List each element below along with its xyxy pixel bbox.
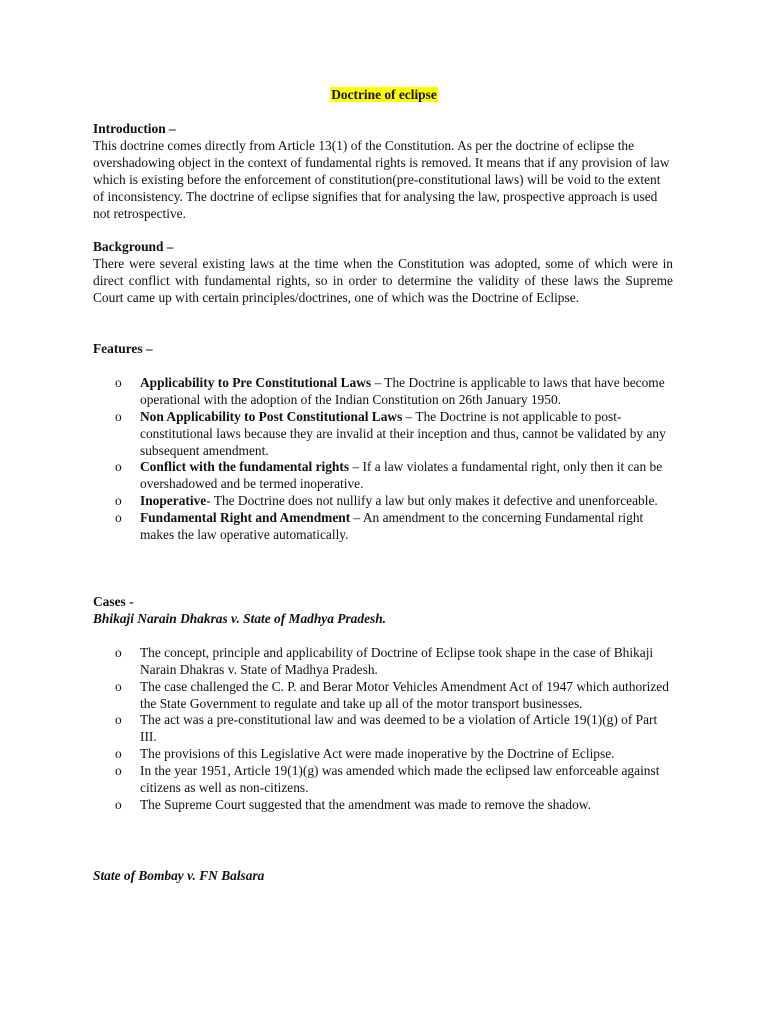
introduction-text: This doctrine comes directly from Article 13(1) of the Constitution. As per the doctrine of eclipse the overshadowing object in the context of fundamental rights is removed. It means that if any provision of law which is existing before the enforcement of constitution(pre-constitutional laws) will be void to the extent of inconsistency. The doctrine of eclipse signifies that for analysing the law, prospective approach is used not retrospective. [93,137,670,221]
feature-text: – The Doctrine is applicable to laws that have become operational with the adoption of the Indian Constitution on 26th January 1950. [140,374,665,407]
page-title: Doctrine of eclipse [331,87,437,102]
bullet-marker: o [115,510,122,526]
list-item [93,510,673,544]
list-item [93,459,673,493]
bullet-marker: o [115,763,122,779]
feature-title: Inoperative [140,493,207,509]
bullet-marker: o [115,459,122,475]
case-title: Bhikaji Narain Dhakras v. State of Madhya Pradesh. [93,610,387,626]
feature-title: Applicability to Pre Constitutional Laws [140,374,372,390]
feature-text: – If a law violates a fundamental right, only then it can be overshadowed and be termed inoperative. [140,459,663,492]
background-heading: Background – [93,239,174,254]
case-title: State of Bombay v. FN Balsara [93,868,265,883]
feature-text: – An amendment to the concerning Fundamental right makes the law operative automatically. [140,510,644,543]
feature-text: - The Doctrine does not nullify a law but only makes it defective and unenforceable. [206,493,658,509]
case-point: The concept, principle and applicability of Doctrine of Eclipse took shape in the case of Bhikaji Narain Dhakras v. State of Madhya Pradesh. [140,644,654,677]
case-point: The act was a pre-constitutional law and was deemed to be a violation of Article 19(1)(g) of Part III. [140,712,658,745]
features-heading: Features – [93,341,153,356]
feature-title: Fundamental Right and Amendment [140,510,351,526]
title-row [0,87,768,103]
case-point: The case challenged the C. P. and Berar Motor Vehicles Amendment Act of 1947 which authorized the State Government to regulate and take up all of the motor transport businesses. [140,678,669,711]
cases-heading: Cases - [93,594,134,609]
bullet-marker: o [115,678,122,694]
bullet-marker: o [115,374,122,390]
bullet-marker: o [115,796,122,812]
case-point: The provisions of this Legislative Act were made inoperative by the Doctrine of Eclipse. [140,746,615,762]
list-item [93,409,673,460]
list-item [93,763,673,797]
bullet-marker: o [115,746,122,762]
bullet-marker: o [115,493,122,509]
list-item [93,493,673,510]
bullet-marker: o [115,408,122,424]
second-case-section [93,868,673,885]
list-item [93,645,673,679]
feature-text: – The Doctrine is not applicable to post-constitutional laws because they are invalid at their inception and thus, cannot be validated by any subsequent amendment. [140,408,666,458]
list-item [93,375,673,409]
cases-section [93,594,673,814]
case-point: The Supreme Court suggested that the amendment was made to remove the shadow. [140,796,591,812]
case-point: In the year 1951, Article 19(1)(g) was amended which made the eclipsed law enforceable against citizens as well as non-citizens. [140,763,660,796]
background-text: There were several existing laws at the time when the Constitution was adopted, some of which were in direct conflict with fundamental rights, so in order to determine the validity of these laws the Supreme Court came up with certain principles/doctrines, one of which was the Doctrine of Eclipse. [93,255,673,305]
list-item [93,746,673,763]
case-list [93,645,673,814]
list-item [93,712,673,746]
introduction-heading: Introduction – [93,121,176,136]
features-section [93,341,673,544]
list-item [93,797,673,814]
feature-title: Non Applicability to Post Constitutional Laws [140,408,403,424]
list-item [93,679,673,713]
background-section [93,239,673,307]
bullet-marker: o [115,712,122,728]
bullet-marker: o [115,644,122,660]
feature-title: Conflict with the fundamental rights [140,459,350,475]
features-list [93,375,673,544]
introduction-section [93,121,673,222]
